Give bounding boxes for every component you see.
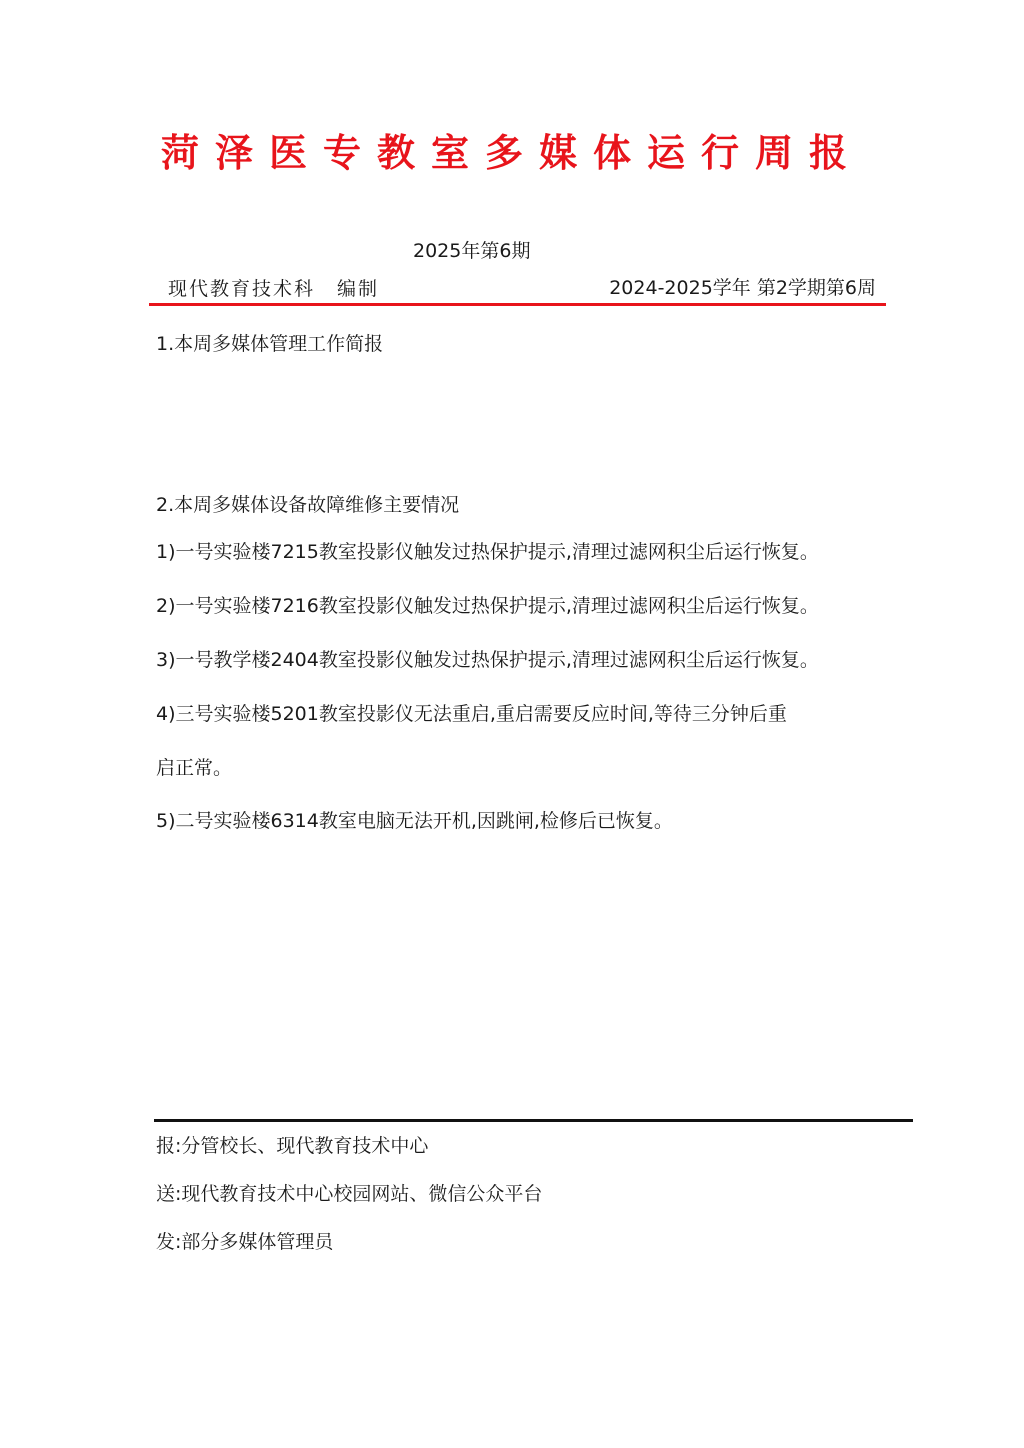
issue-number: 2025年第6期: [413, 240, 531, 262]
header-divider: [149, 303, 886, 306]
report-to-line: 报:分管校长、现代教育技术中心: [156, 1135, 429, 1157]
academic-period: 2024-2025学年 第2学期第6周: [609, 277, 876, 299]
repair-item-2: 2)一号实验楼7216教室投影仪触发过热保护提示,清理过滤网积尘后运行恢复。: [156, 595, 819, 617]
section-1-heading: 1.本周多媒体管理工作简报: [156, 333, 384, 355]
compiler-line: [168, 274, 379, 301]
repair-item-5: 5)二号实验楼6314教室电脑无法开机,因跳闸,检修后已恢复。: [156, 810, 673, 832]
repair-item-1: 1)一号实验楼7215教室投影仪触发过热保护提示,清理过滤网积尘后运行恢复。: [156, 541, 819, 563]
footer-divider: [154, 1119, 913, 1122]
repair-item-4: 4)三号实验楼5201教室投影仪无法重启,重启需要反应时间,等待三分钟后重: [156, 703, 787, 725]
repair-item-4-continued: 启正常。: [156, 757, 233, 779]
editor-label: 编制: [337, 278, 380, 300]
repair-item-3: 3)一号教学楼2404教室投影仪触发过热保护提示,清理过滤网积尘后运行恢复。: [156, 649, 819, 671]
send-to-line: 送:现代教育技术中心校园网站、微信公众平台: [156, 1183, 543, 1205]
section-2-heading: 2.本周多媒体设备故障维修主要情况: [156, 494, 460, 516]
report-title: 菏泽医专教室多媒体运行周报: [160, 130, 863, 175]
issue-to-line: 发:部分多媒体管理员: [156, 1231, 334, 1253]
department-name: 现代教育技术科: [168, 278, 316, 300]
